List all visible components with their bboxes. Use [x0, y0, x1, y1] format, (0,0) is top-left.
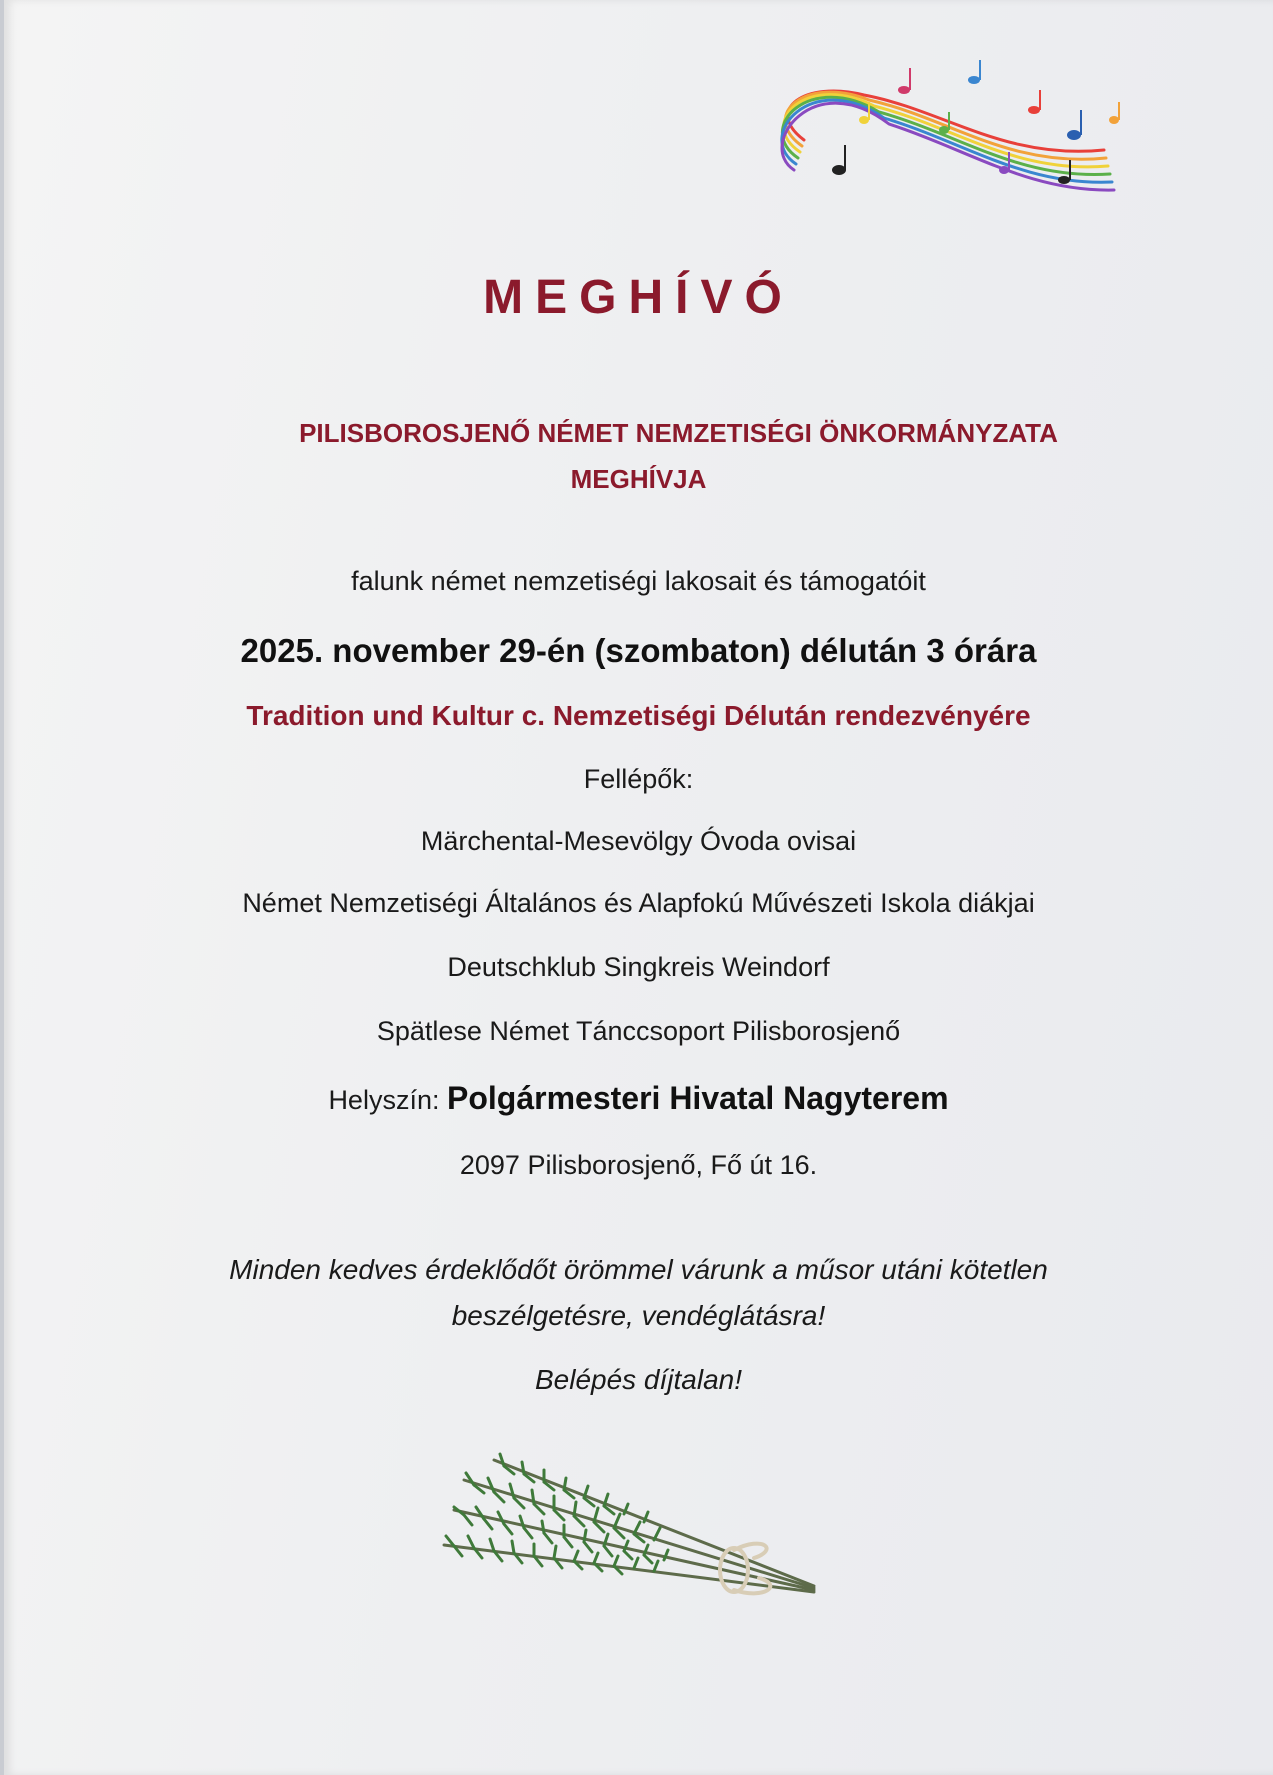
- performer-item: Deutschklub Singkreis Weindorf: [447, 952, 830, 982]
- location-address: 2097 Pilisborosjenő, Fő út 16.: [459, 1150, 818, 1180]
- event-date: 2025. november 29-én (szombaton) délután 3 órára: [240, 632, 1037, 669]
- invitation-page: [4, 0, 1273, 1775]
- location-venue: Polgármesteri Hivatal Nagyterem: [447, 1080, 949, 1116]
- free-entry-note: Belépés díjtalan!: [534, 1364, 743, 1395]
- performer-item: Spätlese Német Tánccsoport Pilisborosjenő: [376, 1016, 901, 1046]
- performer-item: Märchental-Mesevölgy Óvoda ovisai: [420, 826, 857, 856]
- closing-line-2: beszélgetésre, vendéglátásra!: [451, 1300, 826, 1331]
- invitation-title: MEGHÍVÓ: [483, 271, 794, 324]
- location-label: Helyszín:: [328, 1085, 440, 1115]
- organizer-name: PILISBOROSJENŐ NÉMET NEMZETISÉGI ÖNKORMÁNYZATA: [299, 418, 1058, 448]
- location-line: [4, 1080, 1273, 1117]
- performer-item: Német Nemzetiségi Általános és Alapfokú Művészeti Iskola diákjai: [242, 888, 1035, 918]
- performers-heading: Fellépők:: [583, 764, 694, 794]
- rosemary-bundle-illustration: [434, 1440, 854, 1610]
- closing-line-1: Minden kedves érdeklődőt örömmel várunk a műsor utáni kötetlen: [229, 1254, 1048, 1285]
- music-notes-illustration: [744, 50, 1144, 200]
- event-name: Tradition und Kultur c. Nemzetiségi Délután rendezvényére: [246, 700, 1031, 731]
- audience-text: falunk német nemzetiségi lakosait és támogatóit: [351, 566, 926, 596]
- organizer-invites: MEGHÍVJA: [570, 464, 707, 494]
